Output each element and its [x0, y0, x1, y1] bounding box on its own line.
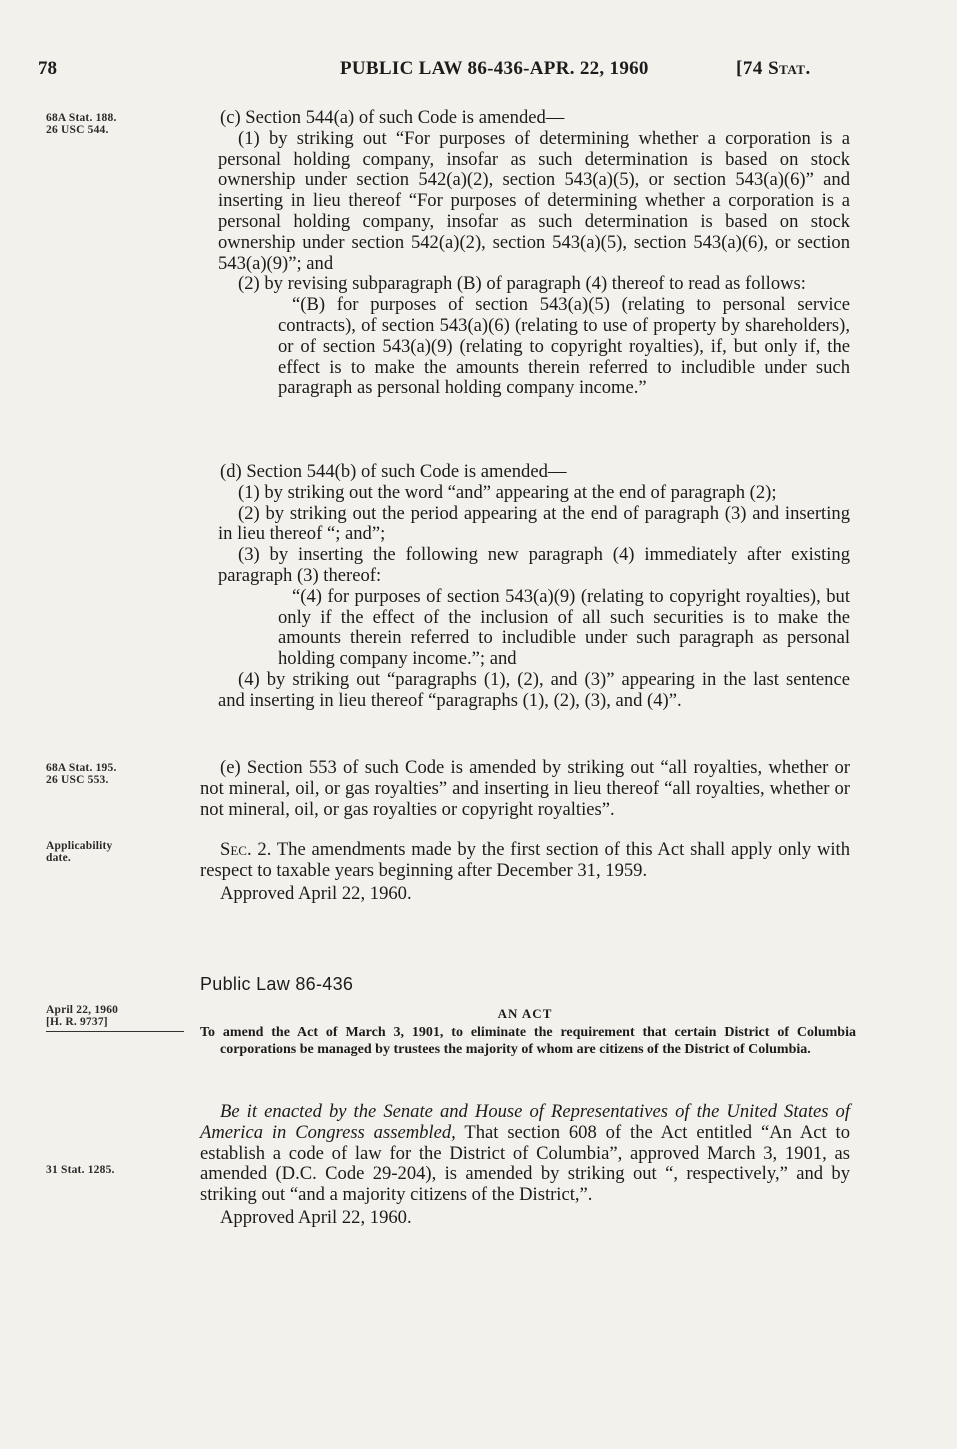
section-2-body: The amendments made by the first section of this Act shall apply only with respect to taxable years beginning after December 31, 1959.	[200, 839, 850, 881]
section-c-item-2: (2) by revising subparagraph (B) of paragraph (4) thereof to read as follows:	[238, 273, 806, 295]
margin-note-68a-195: 68A Stat. 195. 26 USC 553.	[46, 762, 117, 786]
section-e-text: (e) Section 553 of such Code is amended by striking out “all royalties, whether or not mineral, oil, or gas royalties” and inserting in lieu thereof “all royalties, whether or not mineral, oil, or gas royalties or copyright royalties”.	[200, 757, 850, 820]
enacting-clause: Be it enacted by the Senate and House of Representatives of the United States of America in Congress assembled,	[200, 1101, 850, 1143]
page-number: 78	[38, 58, 57, 79]
section-d-item-2: (2) by striking out the period appearing at the end of paragraph (3) and inserting in lieu thereof “; and”;	[218, 502, 850, 545]
section-c-intro: (c) Section 544(a) of such Code is amended—	[220, 107, 565, 128]
enacting-paragraph	[200, 1102, 850, 1206]
section-d	[200, 462, 850, 712]
page-header	[0, 58, 957, 84]
an-act-heading: AN ACT	[497, 1006, 553, 1021]
act-description: To amend the Act of March 3, 1901, to eliminate the requirement that certain District of Columbia corporations be managed by trustees the majority of whom are citizens of the District of Columbia.	[200, 1025, 856, 1057]
statute-reference	[736, 58, 811, 80]
public-law-body	[200, 1102, 850, 1229]
section-c-quote: “(B) for purposes of section 543(a)(5) (relating to personal service contracts), of section 543(a)(6) (relating to use of property by shareholders), or of section 543(a)(9) (relating to copyright royalties), if, but only if, the effect is to make the amounts therein referred to includible under such paragraph as personal holding company income.”	[278, 294, 850, 399]
approved-date-2: Approved April 22, 1960.	[220, 1206, 412, 1228]
section-d-item-4: (4) by striking out “paragraphs (1), (2), and (3)” appearing in the last sentence and inserting in lieu thereof “paragraphs (1), (2), (3), and (4)”.	[218, 668, 850, 711]
margin-note-applicability: Applicability date.	[46, 840, 113, 864]
section-2-label: Sec. 2.	[220, 839, 272, 860]
section-c-item-1: (1) by striking out “For purposes of determining whether a corporation is a personal holding company, insofar as such determination is based on stock ownership under section 542(a)(2), section 543(a)(5), or section 543(a)(6)” and inserting in lieu thereof “For purposes of determining whether a corporation is a personal holding company, insofar as such determination is based on stock ownership under section 542(a)(2), section 543(a)(5), section 543(a)(6), or section 543(a)(9)”; and	[218, 127, 850, 274]
public-law-title: Public Law 86-436	[200, 974, 354, 994]
approved-date-1: Approved April 22, 1960.	[220, 882, 412, 904]
public-law-text: That section 608 of the Act entitled “An Act to establish a code of law for the District of Columbia”, approved March 3, 1901, as amended (D.C. Code 29-204), is amended by striking out “, respectively,” and by striking out “and a majority citizens of the District,”.	[200, 1121, 851, 1206]
section-d-item-3: (3) by inserting the following new paragraph (4) immediately after existing paragraph (3) thereof:	[218, 544, 850, 586]
section-c	[200, 108, 850, 399]
section-e	[200, 758, 850, 820]
section-d-intro: (d) Section 544(b) of such Code is amended—	[220, 461, 567, 482]
statute-reference-suffix: Stat.	[768, 58, 811, 79]
margin-note-bill-date: April 22, 1960 [H. R. 9737]	[46, 1004, 184, 1032]
margin-note-31-stat: 31 Stat. 1285.	[46, 1164, 115, 1176]
margin-note-68a-188: 68A Stat. 188. 26 USC 544.	[46, 112, 117, 136]
section-2-text	[200, 840, 850, 882]
statute-reference-prefix: [74	[736, 58, 769, 79]
running-head: PUBLIC LAW 86-436-APR. 22, 1960	[340, 58, 649, 79]
section-d-quote: “(4) for purposes of section 543(a)(9) (relating to copyright royalties), but only if the effect of the inclusion of all such securities is to make the amounts therein referred to includible under such paragraph as personal holding company income.”; and	[278, 585, 850, 670]
section-d-item-1: (1) by striking out the word “and” appearing at the end of paragraph (2);	[238, 481, 777, 503]
section-2	[200, 840, 850, 904]
